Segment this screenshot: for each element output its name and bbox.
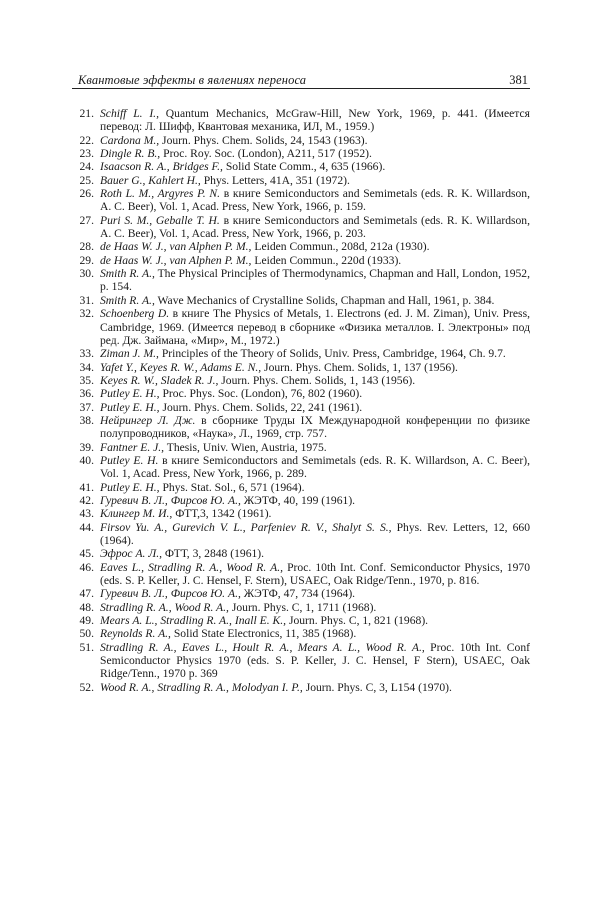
reference-details: Journ. Phys. C, 1, 821 (1968).: [286, 614, 429, 628]
reference-authors: Putley E. H.,: [100, 480, 160, 494]
reference-details: The Physical Principles of Thermodynamics, Chapman and Hall, London, 1952, p. 154.: [100, 267, 530, 294]
reference-authors: Клингер М. И.,: [100, 507, 173, 521]
reference-details: Journ. Phys. Chem. Solids, 1, 143 (1956).: [218, 373, 416, 387]
reference-details: Phys. Rev. Letters, 12, 660 (1964).: [100, 520, 530, 547]
reference-authors: Fantner E. J.,: [100, 440, 165, 454]
reference-authors: Гуревич В. Л., Фирсов Ю. А.,: [100, 493, 241, 507]
reference-authors: Reynolds R. A.,: [100, 627, 171, 641]
reference-number: 34.: [79, 360, 94, 374]
reference-item: [72, 601, 530, 614]
reference-authors: Stradling R. A., Wood R. A.,: [100, 600, 229, 614]
reference-number: 32.: [79, 307, 94, 321]
reference-item: [72, 160, 530, 173]
reference-authors: Smith R. A.,: [100, 267, 155, 281]
reference-number: 46.: [79, 560, 94, 574]
reference-authors: Ziman J. M.,: [100, 347, 159, 361]
reference-number: 26.: [79, 187, 94, 201]
reference-item: [72, 147, 530, 160]
reference-number: 51.: [79, 640, 94, 654]
reference-item: [72, 187, 530, 214]
reference-number: 27.: [79, 213, 94, 227]
reference-item: [72, 587, 530, 600]
reference-details: Principles of the Theory of Solids, Univ. Press, Cambridge, 1964, Ch. 9.7.: [158, 347, 506, 361]
reference-authors: de Haas W. J., van Alphen P. M.,: [100, 240, 252, 254]
reference-item: [72, 681, 530, 694]
reference-details: ФТТ, 3, 2848 (1961).: [162, 547, 265, 561]
reference-details: Journ. Phys. Chem. Solids, 22, 241 (1961).: [159, 400, 363, 414]
reference-details: Proc. 10th Int. Conf Semiconductor Physics 1970 (eds. S. P. Keller, J. C. Hensel, F Stern), USAEC, Oak Ridge/Tenn., 1970 p. 369: [100, 640, 530, 681]
running-title: Квантовые эффекты в явлениях переноса: [78, 73, 307, 87]
reference-details: Solid State Electronics, 11, 385 (1968).: [170, 627, 357, 641]
reference-item: [72, 254, 530, 267]
reference-item: [72, 547, 530, 560]
reference-number: 28.: [79, 240, 94, 254]
reference-authors: Roth L. M., Argyres P. N.: [100, 187, 220, 201]
reference-number: 45.: [79, 547, 94, 561]
reference-details: в книге The Physics of Metals, 1. Electrons (ed. J. M. Ziman), Univ. Press, Cambridge, 1969. (Имеется перевод в сборнике «Физика металлов. I. Электроны» под ред. Дж. Займана, «Мир», М., 1972.): [100, 307, 530, 347]
reference-authors: Гуревич В. Л., Фирсов Ю. А.,: [100, 587, 241, 601]
reference-number: 49.: [79, 614, 94, 628]
reference-item: [72, 374, 530, 387]
reference-number: 36.: [79, 387, 94, 401]
reference-number: 24.: [79, 160, 94, 174]
reference-authors: Schiff L. I.,: [100, 107, 159, 120]
book-page: [72, 66, 530, 694]
reference-details: в книге Semiconductors and Semimetals (eds. R. K. Willardson, A. C. Beer), Vol. 1, Acad. Press, New York, 1966, p. 159.: [100, 187, 530, 214]
reference-details: Journ. Phys. C, 1, 1711 (1968).: [228, 600, 377, 614]
reference-number: 33.: [79, 347, 94, 361]
reference-authors: Smith R. A.,: [100, 293, 155, 307]
reference-item: [72, 454, 530, 481]
reference-details: Phys. Stat. Sol., 6, 571 (1964).: [159, 480, 305, 494]
reference-authors: Cardona M.,: [100, 133, 160, 147]
reference-authors: Wood R. A., Stradling R. A., Molodyan I. P.,: [100, 680, 303, 694]
reference-number: 42.: [79, 493, 94, 507]
reference-authors: Putley E. H.: [100, 453, 159, 467]
reference-number: 37.: [79, 400, 94, 414]
reference-number: 23.: [79, 147, 94, 161]
reference-number: 35.: [79, 373, 94, 387]
reference-item: [72, 401, 530, 414]
reference-details: Wave Mechanics of Crystalline Solids, Chapman and Hall, 1961, p. 384.: [154, 293, 495, 307]
reference-authors: Keyes R. W., Sladek R. J.,: [100, 373, 219, 387]
reference-details: Journ. Phys. C, 3, L154 (1970).: [302, 680, 452, 694]
reference-number: 38.: [79, 413, 94, 427]
reference-item: [72, 134, 530, 147]
reference-item: [72, 494, 530, 507]
reference-details: ЖЭТФ, 47, 734 (1964).: [240, 587, 356, 601]
running-head: [72, 66, 530, 89]
reference-item: [72, 507, 530, 520]
reference-number: 31.: [79, 293, 94, 307]
reference-number: 41.: [79, 480, 94, 494]
reference-number: 21.: [79, 107, 94, 120]
reference-item: [72, 481, 530, 494]
reference-number: 39.: [79, 440, 94, 454]
reference-item: [72, 267, 530, 294]
reference-item: [72, 521, 530, 548]
reference-item: [72, 107, 530, 134]
reference-authors: Эфрос А. Л.,: [100, 547, 162, 561]
reference-item: [72, 307, 530, 347]
reference-item: [72, 561, 530, 588]
reference-item: [72, 441, 530, 454]
reference-details: Phys. Letters, 41A, 351 (1972).: [200, 173, 350, 187]
reference-details: Journ. Phys. Chem. Solids, 1, 137 (1956).: [261, 360, 458, 374]
reference-authors: Stradling R. A., Eaves L., Hoult R. A., Mears A. L., Wood R. A.,: [100, 640, 425, 654]
reference-item: [72, 387, 530, 400]
reference-authors: Mears A. L., Stradling R. A., Inall E. K.,: [100, 614, 287, 628]
reference-item: [72, 641, 530, 681]
reference-details: Journ. Phys. Chem. Solids, 24, 1543 (1963).: [159, 133, 368, 147]
reference-item: [72, 414, 530, 441]
reference-details: Leiden Commun., 220d (1933).: [251, 253, 402, 267]
reference-authors: Dingle R. B.,: [100, 147, 161, 161]
reference-details: Proc. Phys. Soc. (London), 76, 802 (1960).: [159, 387, 363, 401]
reference-details: Quantum Mechanics, McGraw-Hill, New York, 1969, p. 441. (Имеется перевод: Л. Шифф, Квантовая механика, ИЛ, М., 1959.): [100, 107, 530, 134]
reference-list: [72, 107, 530, 694]
reference-item: [72, 174, 530, 187]
reference-number: 48.: [79, 600, 94, 614]
reference-item: [72, 627, 530, 640]
reference-number: 52.: [79, 680, 94, 694]
page-number: 381: [509, 73, 528, 87]
reference-authors: Putley E. H.,: [100, 400, 160, 414]
reference-number: 30.: [79, 267, 94, 281]
reference-details: Proc. Roy. Soc. (London), A211, 517 (1952).: [160, 147, 372, 161]
reference-authors: Нейрингер Л. Дж.: [100, 413, 196, 427]
reference-number: 40.: [79, 453, 94, 467]
reference-authors: Puri S. M., Geballe T. H.: [100, 213, 220, 227]
reference-number: 47.: [79, 587, 94, 601]
reference-authors: Eaves L., Stradling R. A., Wood R. A.,: [100, 560, 284, 574]
reference-number: 25.: [79, 173, 94, 187]
reference-authors: Putley E. H.,: [100, 387, 160, 401]
reference-item: [72, 240, 530, 253]
reference-item: [72, 294, 530, 307]
reference-details: в сборнике Труды IX Международной конференции по физике полупроводников, «Наука», Л., 1969, стр. 757.: [100, 413, 531, 441]
reference-number: 22.: [79, 133, 94, 147]
reference-authors: Bauer G., Kahlert H.,: [100, 173, 201, 187]
reference-authors: de Haas W. J., van Alphen P. M.,: [100, 253, 252, 267]
reference-item: [72, 214, 530, 241]
reference-details: Proc. 10th Int. Conf. Semiconductor Physics, 1970 (eds. S. P. Keller, J. C. Hensel, F. Stern), USAEC, Oak Ridge/Tenn., 1970, p. 816.: [100, 560, 530, 588]
reference-item: [72, 361, 530, 374]
reference-authors: Isaacson R. A., Bridges F.,: [100, 160, 223, 174]
reference-authors: Firsov Yu. A., Gurevich V. L., Parfeniev R. V., Shalyt S. S.,: [100, 520, 392, 534]
reference-number: 50.: [79, 627, 94, 641]
reference-item: [72, 347, 530, 360]
reference-details: ЖЭТФ, 40, 199 (1961).: [240, 493, 356, 507]
reference-details: Thesis, Univ. Wien, Austria, 1975.: [164, 440, 327, 454]
reference-authors: Yafet Y., Keyes R. W., Adams E. N.,: [100, 360, 262, 374]
reference-item: [72, 614, 530, 627]
reference-details: в книге Semiconductors and Semimetals (eds. R. K. Willardson, A. C. Beer), Vol. 1, Acad. Press, New York, 1966, p. 203.: [100, 213, 531, 241]
reference-number: 29.: [79, 253, 94, 267]
reference-number: 43.: [79, 507, 94, 521]
reference-details: ФТТ,3, 1342 (1961).: [172, 507, 272, 521]
reference-details: в книге Semiconductors and Semimetals (eds. R. K. Willardson, A. C. Beer), Vol. 1, Acad. Press, New York, 1966, p. 289.: [100, 453, 530, 481]
reference-number: 44.: [79, 520, 94, 534]
reference-details: Solid State Comm., 4, 635 (1966).: [222, 160, 386, 174]
reference-authors: Schoenberg D.: [100, 307, 170, 321]
reference-details: Leiden Commun., 208d, 212a (1930).: [251, 240, 430, 254]
